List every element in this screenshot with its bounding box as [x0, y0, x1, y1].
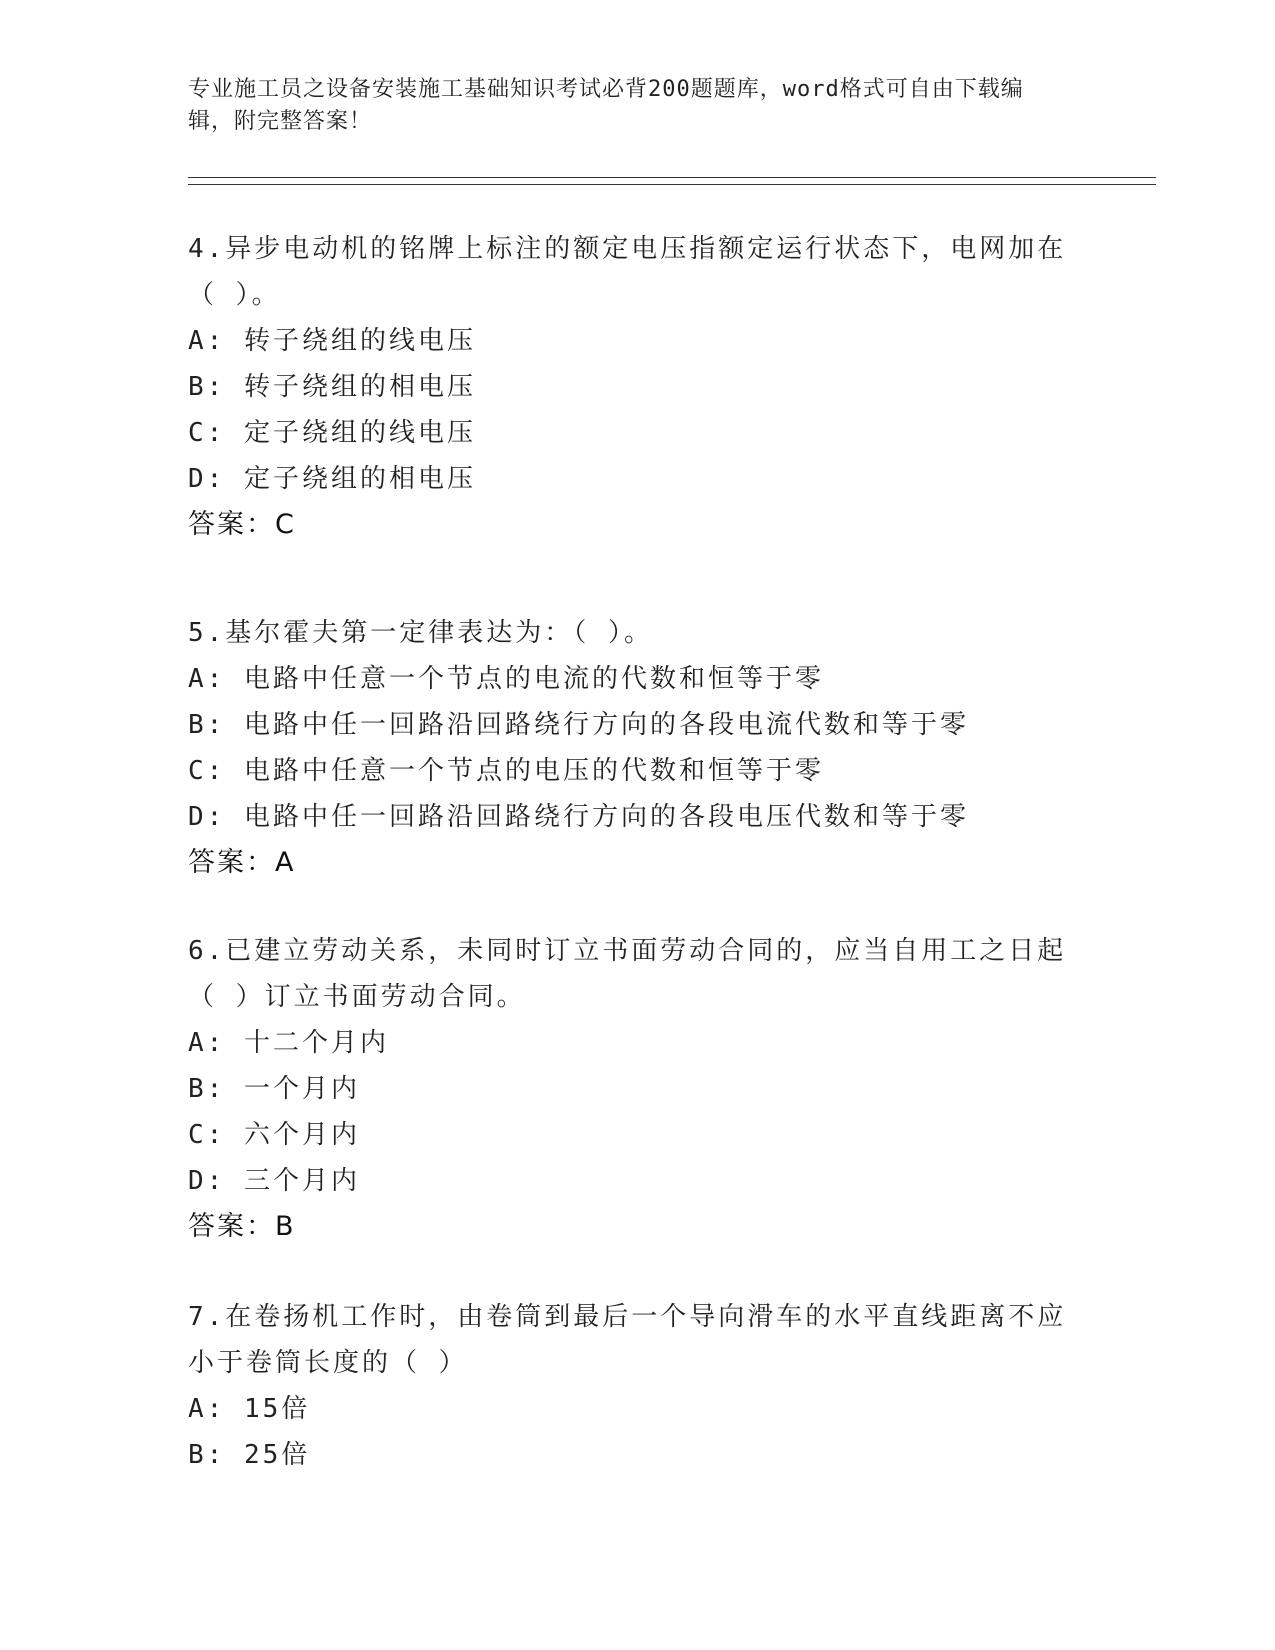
answer: 答案：B — [188, 1211, 296, 1242]
question-text: 6.已建立劳动关系，未同时订立书面劳动合同的，应当自用工之日起（ ）订立书面劳动合同。 — [188, 936, 1067, 1012]
document-header: 专业施工员之设备安装施工基础知识考试必背200题题库，word格式可自由下载编辑，附完整答案！ — [188, 77, 1024, 134]
option-a: A: 十二个月内 — [188, 1028, 389, 1058]
option-c: C: 定子绕组的线电压 — [188, 418, 476, 448]
answer: 答案：A — [188, 847, 296, 878]
option-a: A: 15倍 — [188, 1394, 311, 1424]
question-6 — [188, 928, 1078, 1250]
question-text: 4.异步电动机的铭牌上标注的额定电压指额定运行状态下，电网加在（ ）。 — [188, 234, 1067, 310]
answer: 答案：C — [188, 509, 296, 540]
header-divider — [188, 177, 1156, 185]
option-b: B: 电路中任一回路沿回路绕行方向的各段电流代数和等于零 — [188, 710, 969, 740]
option-b: B: 25倍 — [188, 1440, 311, 1470]
option-c: C: 六个月内 — [188, 1120, 360, 1150]
question-text: 5.基尔霍夫第一定律表达为：（ ）。 — [188, 618, 653, 648]
question-4 — [188, 226, 1078, 548]
option-c: C: 电路中任意一个节点的电压的代数和恒等于零 — [188, 756, 824, 786]
question-text: 7.在卷扬机工作时，由卷筒到最后一个导向滑车的水平直线距离不应小于卷筒长度的（ ） — [188, 1302, 1067, 1378]
option-b: B: 一个月内 — [188, 1074, 360, 1104]
option-b: B: 转子绕组的相电压 — [188, 372, 476, 402]
option-a: A: 转子绕组的线电压 — [188, 326, 476, 356]
question-7 — [188, 1294, 1078, 1478]
option-d: D: 电路中任一回路沿回路绕行方向的各段电压代数和等于零 — [188, 802, 969, 832]
option-d: D: 定子绕组的相电压 — [188, 464, 476, 494]
question-5 — [188, 610, 1078, 886]
option-d: D: 三个月内 — [188, 1166, 360, 1196]
option-a: A: 电路中任意一个节点的电流的代数和恒等于零 — [188, 664, 824, 694]
